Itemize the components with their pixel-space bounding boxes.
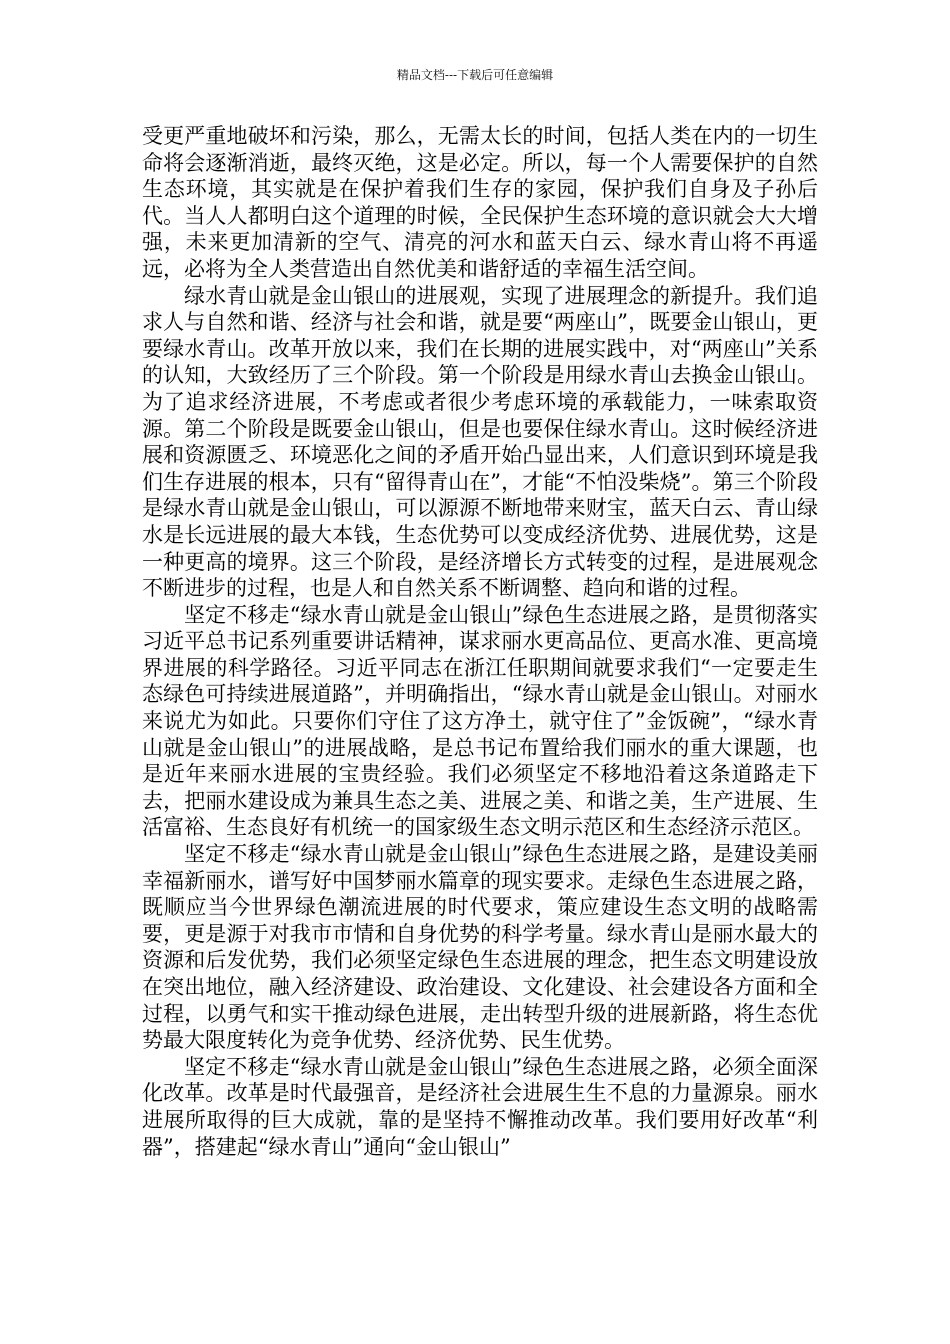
paragraph-4: 坚定不移走“绿水青山就是金山银山”绿色生态进展之路，是建设美丽幸福新丽水，谱写好中国梦丽水篇章的现实要求。走绿色生态进展之路，既顺应当今世界绿色潮流进展的时代要求，策应建设生态文明的战略需要，更是源于对我市市情和自身优势的科学考量。绿水青山是丽水最大的资源和后发优势，我们必须坚定绿色生态进展的理念，把生态文明建设放在突出地位，融入经济建设、政治建设、文化建设、社会建设各方面和全过程，以勇气和实干推动绿色进展，走出转型升级的进展新路，将生态优势最大限度转化为竞争优势、经济优势、民生优势。 [142, 842, 818, 1053]
paragraph-1: 受更严重地破坏和污染，那么，无需太长的时间，包括人类在内的一切生命将会逐渐消逝，最终灭绝，这是必定。所以，每一个人需要保护的自然生态环境，其实就是在保护着我们生存的家园，保护我们自身及子孙后代。当人人都明白这个道理的时候，全民保护生态环境的意识就会大大增强，未来更加清新的空气、清亮的河水和蓝天白云、绿水青山将不再遥远，必将为全人类营造出自然优美和谐舒适的幸福生活空间。 [142, 124, 818, 281]
paragraph-3: 坚定不移走“绿水青山就是金山银山”绿色生态进展之路，是贯彻落实习近平总书记系列重要讲话精神，谋求丽水更高品位、更高水准、更高境界进展的科学路径。习近平同志在浙江任职期间就要求我们“一定要走生态绿色可持续进展道路”，并明确指出，“绿水青山就是金山银山。对丽水来说尤为如此。只要你们守住了这方净土，就守住了”金饭碗”，“绿水青山就是金山银山”的进展战略，是总书记布置给我们丽水的重大课题，也是近年来丽水进展的宝贵经验。我们必须坚定不移地沿着这条道路走下去，把丽水建设成为兼具生态之美、进展之美、和谐之美，生产进展、生活富裕、生态良好有机统一的国家级生态文明示范区和生态经济示范区。 [142, 602, 818, 840]
paragraph-2: 绿水青山就是金山银山的进展观，实现了进展理念的新提升。我们追求人与自然和谐、经济与社会和谐，就是要“两座山”，既要金山银山，更要绿水青山。改革开放以来，我们在长期的进展实践中，对“两座山”关系的认知，大致经历了三个阶段。第一个阶段是用绿水青山去换金山银山。为了追求经济进展，不考虑或者很少考虑环境的承载能力，一味索取资源。第二个阶段是既要金山银山，但是也要保住绿水青山。这时候经济进展和资源匮乏、环境恶化之间的矛盾开始凸显出来，人们意识到环境是我们生存进展的根本，只有“留得青山在”，才能“不怕没柴烧”。第三个阶段是绿水青山就是金山银山，可以源源不断地带来财宝，蓝天白云、青山绿水是长远进展的最大本钱，生态优势可以变成经济优势、进展优势，这是一种更高的境界。这三个阶段，是经济增长方式转变的过程，是进展观念不断进步的过程，也是人和自然关系不断调整、趋向和谐的过程。 [142, 283, 818, 601]
paragraph-5: 坚定不移走“绿水青山就是金山银山”绿色生态进展之路，必须全面深化改革。改革是时代最强音，是经济社会进展生生不息的力量源泉。丽水进展所取得的巨大成就，靠的是坚持不懈推动改革。我们要用好改革“利器”，搭建起“绿水青山”通向“金山银山” [142, 1054, 818, 1159]
page-header: 精品文档---下载后可任意编辑 [396, 68, 554, 82]
document-body [142, 123, 818, 1160]
